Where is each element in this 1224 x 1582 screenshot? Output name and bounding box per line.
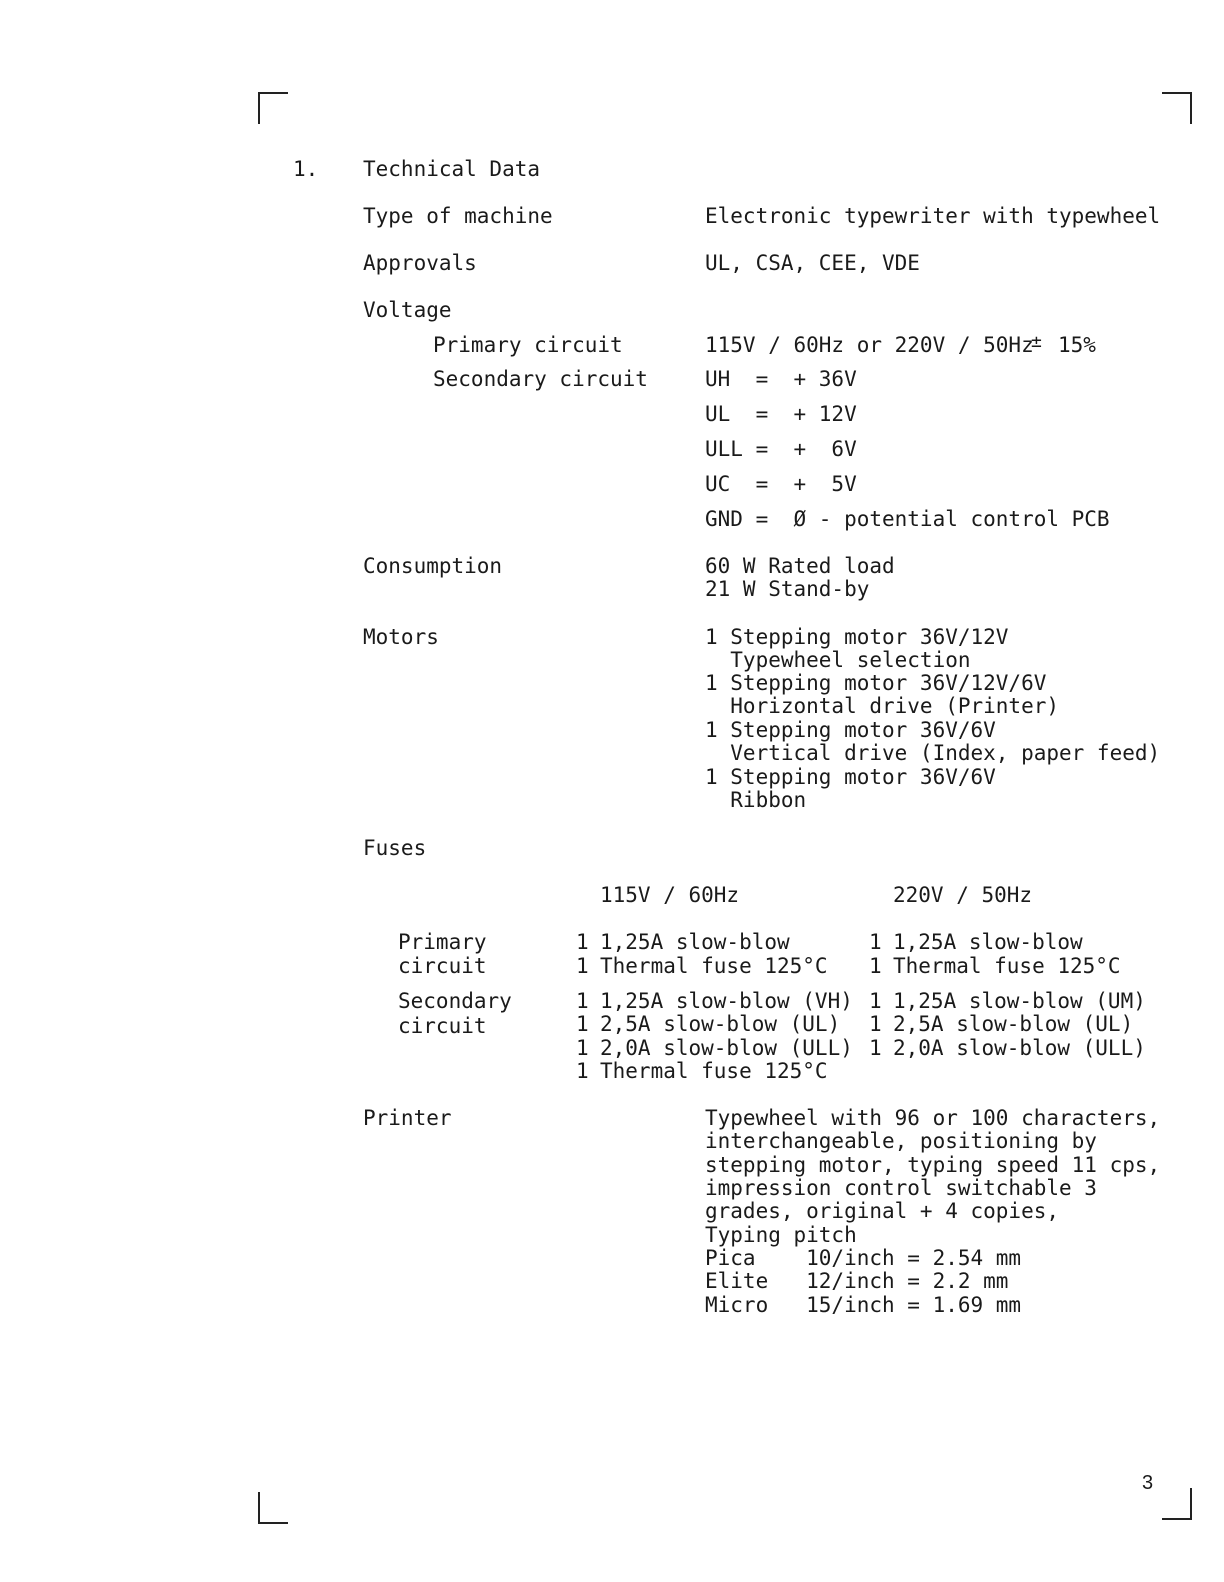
fuse-item: 1,25A slow-blow (VH) bbox=[600, 989, 853, 1013]
fuses-col1-header: 115V / 60Hz bbox=[600, 883, 740, 907]
tolerance-value: 15% bbox=[1058, 333, 1096, 357]
secondary-voltage-uc: UC = + 5V bbox=[705, 472, 857, 496]
fuse-count: 1 bbox=[576, 989, 589, 1013]
crop-mark-bottom-right bbox=[1162, 1488, 1192, 1520]
page-number: 3 bbox=[1142, 1472, 1154, 1494]
approvals-value: UL, CSA, CEE, VDE bbox=[705, 251, 920, 275]
printer-line: Typewheel with 96 or 100 characters, bbox=[705, 1106, 1161, 1130]
secondary-voltage-gnd: GND = Ø - potential control PCB bbox=[705, 507, 1110, 531]
fuse-item: 2,5A slow-blow (UL) bbox=[893, 1012, 1134, 1036]
fuse-item: Thermal fuse 125°C bbox=[893, 954, 1121, 978]
fuse-item: 2,0A slow-blow (ULL) bbox=[893, 1036, 1146, 1060]
consumption-rated-load: 60 W Rated load bbox=[705, 554, 895, 578]
printer-pitch-pica: Pica 10/inch = 2.54 mm bbox=[705, 1246, 1022, 1270]
printer-line: Typing pitch bbox=[705, 1223, 857, 1247]
motors-label: Motors bbox=[363, 625, 439, 649]
fuse-item: Thermal fuse 125°C bbox=[600, 954, 828, 978]
printer-line: stepping motor, typing speed 11 cps, bbox=[705, 1153, 1161, 1177]
crop-mark-bottom-left bbox=[258, 1492, 288, 1524]
fuse-count: 1 bbox=[869, 1012, 882, 1036]
fuse-count: 1 bbox=[576, 954, 589, 978]
fuse-item: 2,5A slow-blow (UL) bbox=[600, 1012, 841, 1036]
type-of-machine-value: Electronic typewriter with typewheel bbox=[705, 204, 1161, 228]
section-title: Technical Data bbox=[363, 157, 541, 181]
primary-circuit-label: Primary circuit bbox=[433, 333, 623, 357]
fuse-count: 1 bbox=[576, 1012, 589, 1036]
fuse-count: 1 bbox=[576, 1059, 589, 1083]
motor-line: Ribbon bbox=[705, 788, 807, 812]
fuse-item: 2,0A slow-blow (ULL) bbox=[600, 1036, 853, 1060]
secondary-voltage-ull: ULL = + 6V bbox=[705, 437, 857, 461]
fuses-secondary-label-line1: Secondary bbox=[398, 989, 512, 1013]
secondary-circuit-label: Secondary circuit bbox=[433, 367, 648, 391]
secondary-voltage-uh: UH = + 36V bbox=[705, 367, 857, 391]
fuses-secondary-label-line2: circuit bbox=[398, 1014, 487, 1038]
fuse-item: Thermal fuse 125°C bbox=[600, 1059, 828, 1083]
plus-minus-symbol: ± bbox=[1031, 331, 1042, 352]
fuses-primary-label-line2: circuit bbox=[398, 954, 487, 978]
printer-line: interchangeable, positioning by bbox=[705, 1129, 1097, 1153]
printer-line: grades, original + 4 copies, bbox=[705, 1199, 1060, 1223]
printer-line: impression control switchable 3 bbox=[705, 1176, 1097, 1200]
consumption-stand-by: 21 W Stand-by bbox=[705, 577, 870, 601]
crop-mark-top-right bbox=[1162, 92, 1192, 124]
crop-mark-top-left bbox=[258, 92, 288, 124]
motor-line: Typewheel selection bbox=[705, 648, 971, 672]
fuse-count: 1 bbox=[869, 930, 882, 954]
fuse-count: 1 bbox=[869, 954, 882, 978]
section-number: 1. bbox=[293, 157, 319, 181]
fuse-item: 1,25A slow-blow bbox=[893, 930, 1083, 954]
motor-line: 1 Stepping motor 36V/6V bbox=[705, 765, 996, 789]
type-of-machine-label: Type of machine bbox=[363, 204, 553, 228]
printer-pitch-elite: Elite 12/inch = 2.2 mm bbox=[705, 1269, 1009, 1293]
fuse-count: 1 bbox=[869, 989, 882, 1013]
motor-line: 1 Stepping motor 36V/12V bbox=[705, 625, 1009, 649]
fuse-item: 1,25A slow-blow bbox=[600, 930, 790, 954]
fuse-count: 1 bbox=[576, 930, 589, 954]
printer-label: Printer bbox=[363, 1106, 452, 1130]
consumption-label: Consumption bbox=[363, 554, 503, 578]
fuse-item: 1,25A slow-blow (UM) bbox=[893, 989, 1146, 1013]
fuses-primary-label-line1: Primary bbox=[398, 930, 487, 954]
primary-circuit-value: 115V / 60Hz or 220V / 50Hz bbox=[705, 333, 1034, 357]
secondary-voltage-ul: UL = + 12V bbox=[705, 402, 857, 426]
voltage-label: Voltage bbox=[363, 298, 452, 322]
fuse-count: 1 bbox=[869, 1036, 882, 1060]
motor-line: Vertical drive (Index, paper feed) bbox=[705, 741, 1161, 765]
motor-line: 1 Stepping motor 36V/6V bbox=[705, 718, 996, 742]
approvals-label: Approvals bbox=[363, 251, 477, 275]
fuses-label: Fuses bbox=[363, 836, 427, 860]
printer-pitch-micro: Micro 15/inch = 1.69 mm bbox=[705, 1293, 1022, 1317]
motor-line: Horizontal drive (Printer) bbox=[705, 694, 1060, 718]
fuses-col2-header: 220V / 50Hz bbox=[893, 883, 1033, 907]
motor-line: 1 Stepping motor 36V/12V/6V bbox=[705, 671, 1047, 695]
fuse-count: 1 bbox=[576, 1036, 589, 1060]
